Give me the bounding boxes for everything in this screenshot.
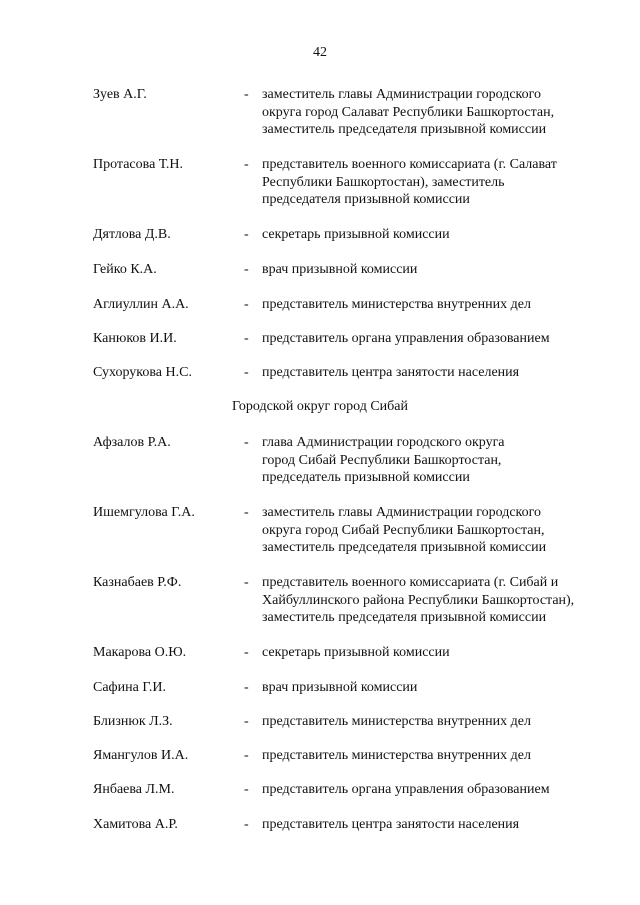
member-role <box>262 816 627 834</box>
role-line: представитель военного комиссариата (г. Сибай и <box>262 575 559 590</box>
role-line: округа город Сибай Республики Башкортостан, <box>262 522 545 538</box>
member-role <box>262 156 627 209</box>
dash-separator: - <box>244 748 249 763</box>
dash-separator: - <box>244 680 249 695</box>
role-line: заместитель председателя призывной комиссии <box>262 122 547 137</box>
role-line: представитель органа управления образованием <box>262 331 550 346</box>
member-name: Канюков И.И. <box>93 331 177 346</box>
role-line: заместитель председателя призывной комиссии <box>262 610 547 625</box>
member-role <box>262 713 627 731</box>
member-role <box>262 679 627 697</box>
member-name: Зуев А.Г. <box>93 87 147 102</box>
dash-separator: - <box>244 87 249 102</box>
role-line: представитель органа управления образованием <box>262 782 550 797</box>
dash-separator: - <box>244 505 249 520</box>
role-line: председателя призывной комиссии <box>262 192 470 207</box>
role-line: представитель военного комиссариата (г. Салават <box>262 157 557 172</box>
dash-separator: - <box>244 645 249 660</box>
member-role <box>262 504 627 557</box>
role-line: секретарь призывной комиссии <box>262 645 450 660</box>
role-line: Республики Башкортостан), заместитель <box>262 174 505 190</box>
member-role <box>262 434 627 487</box>
role-line: представитель министерства внутренних дел <box>262 297 531 312</box>
role-line: заместитель главы Администрации городского <box>262 87 542 102</box>
role-line: город Сибай Республики Башкортостан, <box>262 452 502 468</box>
member-role <box>262 364 627 382</box>
dash-separator: - <box>244 227 249 242</box>
member-name: Хамитова А.Р. <box>93 817 178 832</box>
member-name: Афзалов Р.А. <box>93 435 171 450</box>
member-role <box>262 330 627 348</box>
dash-separator: - <box>244 817 249 832</box>
member-name: Сафина Г.И. <box>93 680 166 695</box>
member-role <box>262 574 627 627</box>
dash-separator: - <box>244 782 249 797</box>
member-role <box>262 747 627 765</box>
member-name: Дятлова Д.В. <box>93 227 171 242</box>
role-line: представитель центра занятости населения <box>262 365 520 380</box>
dash-separator: - <box>244 714 249 729</box>
member-role <box>262 781 627 799</box>
role-line: заместитель главы Администрации городского <box>262 505 542 520</box>
dash-separator: - <box>244 262 249 277</box>
member-name: Казнабаев Р.Ф. <box>93 575 182 590</box>
role-line: представитель министерства внутренних дел <box>262 748 531 763</box>
role-line: глава Администрации городского округа <box>262 435 505 450</box>
role-line: председатель призывной комиссии <box>262 470 470 485</box>
member-name: Ямангулов И.А. <box>93 748 189 763</box>
role-line: заместитель председателя призывной комиссии <box>262 540 547 555</box>
member-name: Ишемгулова Г.А. <box>93 505 195 520</box>
role-line: Хайбуллинского района Республики Башкортостан), <box>262 592 575 608</box>
member-name: Сухорукова Н.С. <box>93 365 192 380</box>
dash-separator: - <box>244 365 249 380</box>
dash-separator: - <box>244 297 249 312</box>
member-name: Близнюк Л.З. <box>93 714 173 729</box>
member-role <box>262 226 627 244</box>
dash-separator: - <box>244 157 249 172</box>
section-heading: Городской округ город Сибай <box>231 399 408 414</box>
member-name: Гейко К.А. <box>93 262 157 277</box>
dash-separator: - <box>244 331 249 346</box>
member-role <box>262 296 627 314</box>
member-role <box>262 644 627 662</box>
member-name: Янбаева Л.М. <box>93 782 175 797</box>
dash-separator: - <box>244 575 249 590</box>
member-role <box>262 86 627 139</box>
dash-separator: - <box>244 435 249 450</box>
role-line: врач призывной комиссии <box>262 680 418 695</box>
member-name: Аглиуллин А.А. <box>93 297 189 312</box>
page-number: 42 <box>313 45 327 60</box>
role-line: округа город Салават Республики Башкортостан, <box>262 104 555 120</box>
role-line: представитель центра занятости населения <box>262 817 520 832</box>
member-name: Протасова Т.Н. <box>93 157 184 172</box>
role-line: представитель министерства внутренних дел <box>262 714 531 729</box>
member-role <box>262 261 627 279</box>
member-name: Макарова О.Ю. <box>93 645 187 660</box>
role-line: секретарь призывной комиссии <box>262 227 450 242</box>
role-line: врач призывной комиссии <box>262 262 418 277</box>
